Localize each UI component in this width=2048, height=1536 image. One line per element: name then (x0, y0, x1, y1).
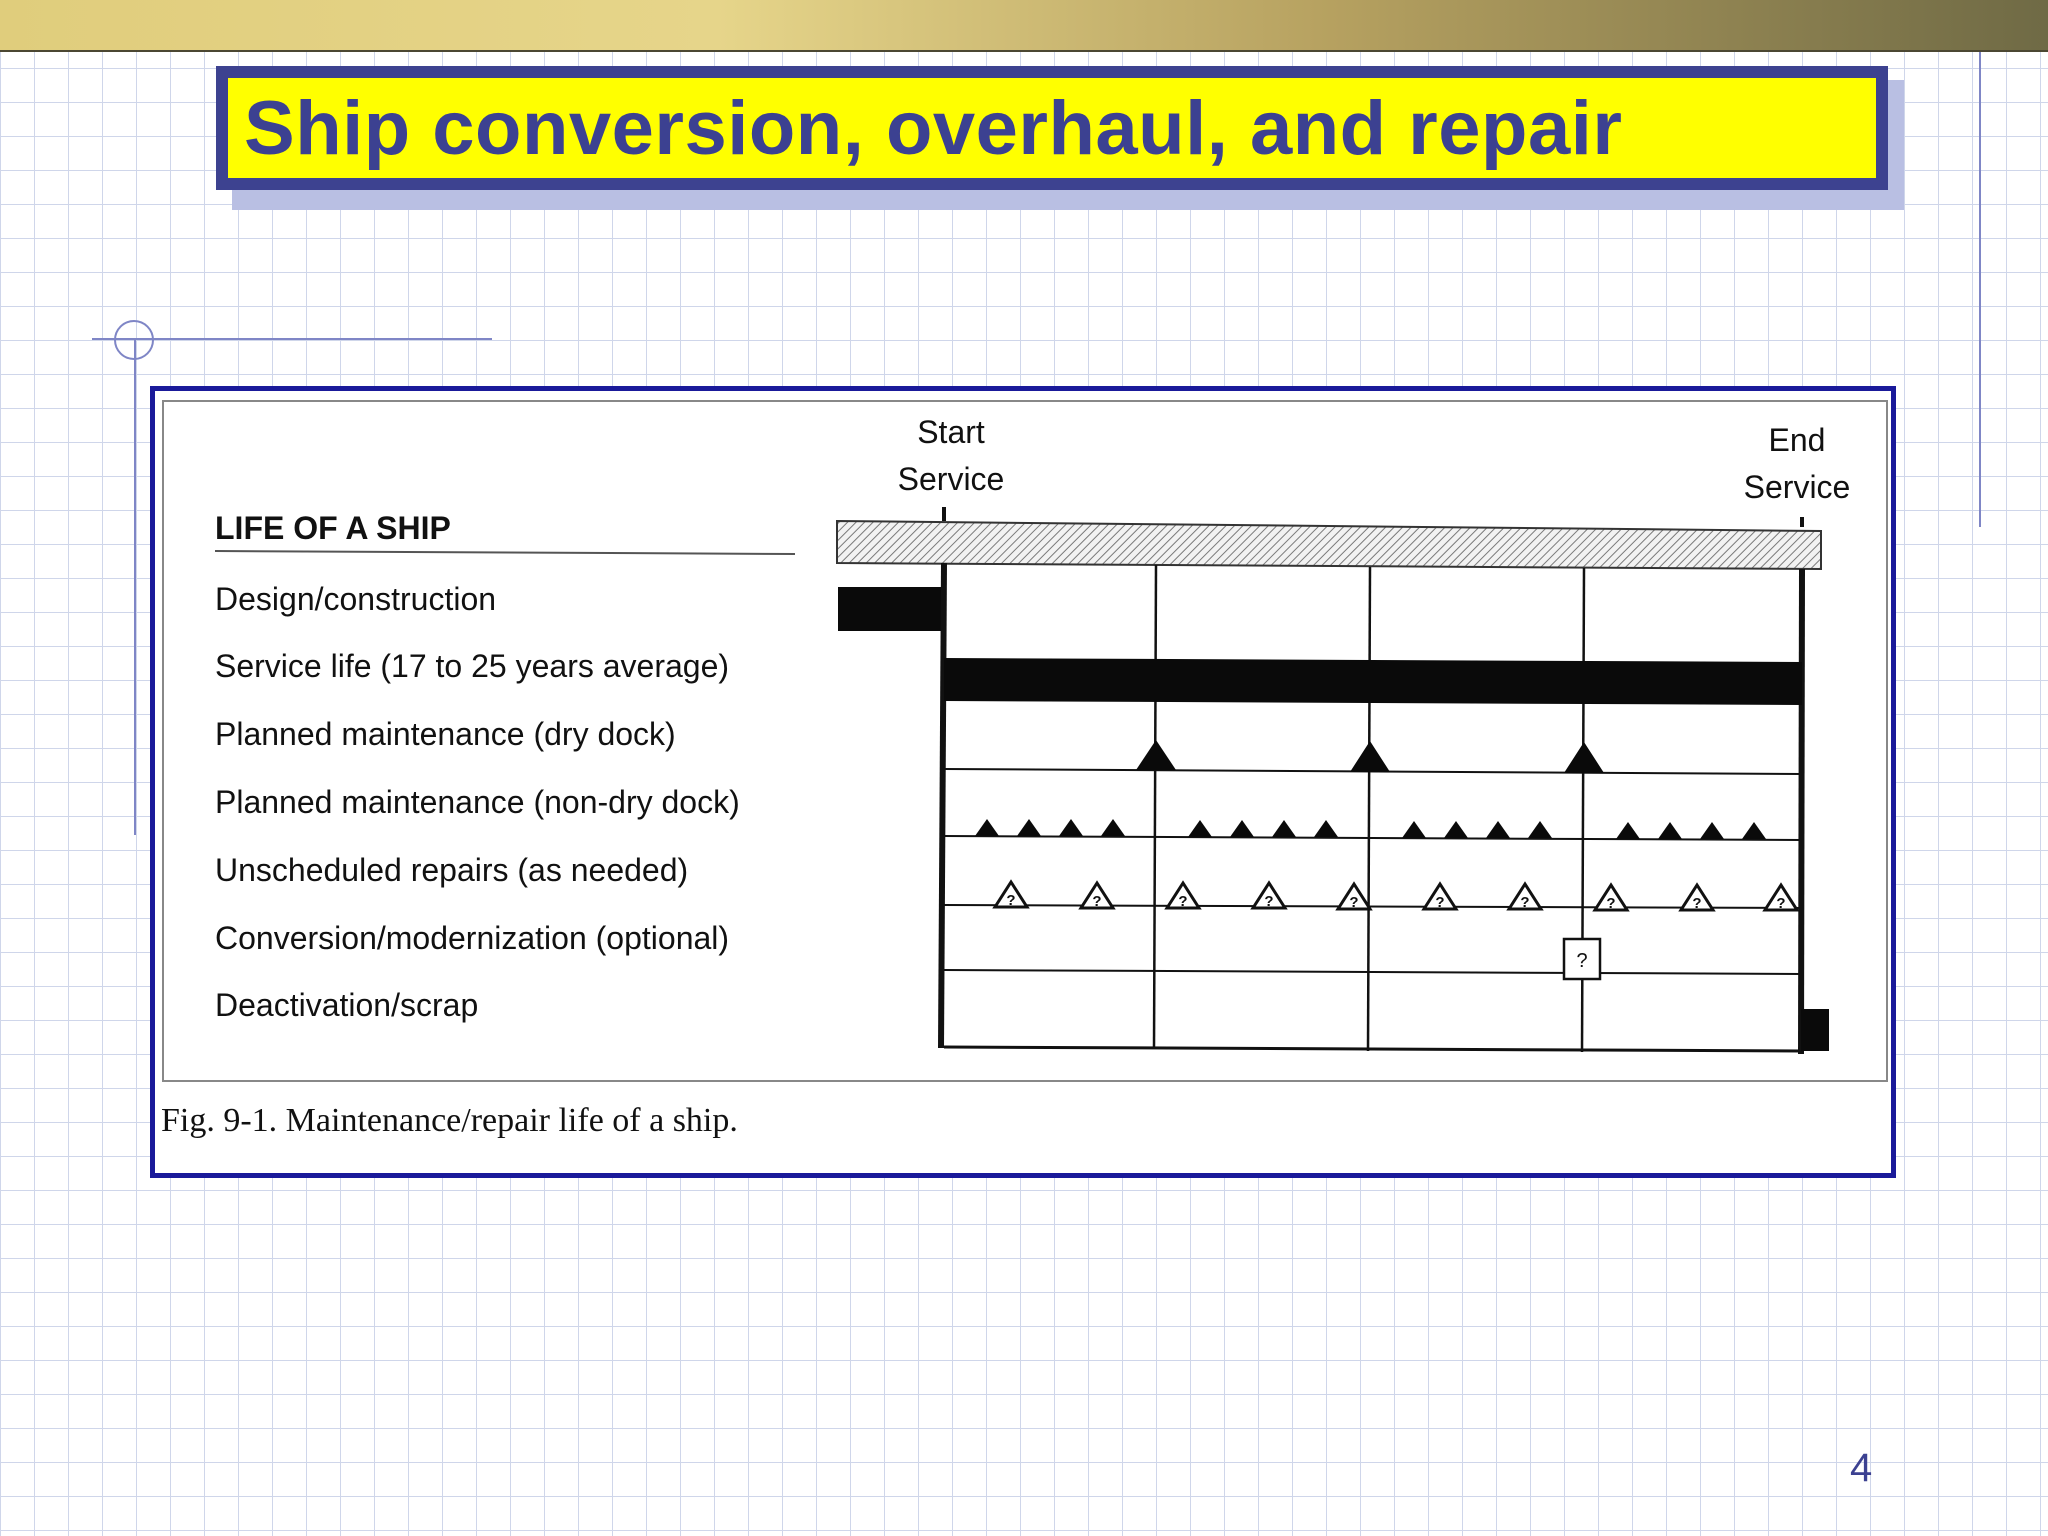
heading-underline (215, 551, 795, 554)
grid-line-2 (1368, 567, 1370, 1051)
end-label-line1: End (1768, 422, 1826, 458)
unscheduled-question-mark: ? (1006, 892, 1016, 909)
non-dry-dock-triangle (1444, 821, 1468, 838)
row-label-non-dry-dock: Planned maintenance (non-dry dock) (215, 784, 740, 820)
non-dry-dock-triangle (1658, 822, 1682, 839)
dry-dock-triangle (1136, 740, 1176, 770)
grid-line-start (941, 563, 944, 1048)
non-dry-dock-triangle (1486, 821, 1510, 838)
row-label-design: Design/construction (215, 581, 497, 617)
grid-row-line-4 (944, 905, 1802, 908)
grid-line-end (1801, 569, 1802, 1054)
row-label-deactivation: Deactivation/scrap (215, 987, 479, 1023)
unscheduled-question-mark: ? (1606, 895, 1616, 912)
unscheduled-question-mark: ? (1692, 895, 1702, 912)
non-dry-dock-triangle (1188, 820, 1212, 837)
unscheduled-question-mark: ? (1264, 893, 1274, 910)
unscheduled-question-mark: ? (1435, 894, 1445, 911)
figure-frame (150, 386, 1896, 1178)
ship-life-diagram (155, 391, 1891, 1173)
dry-dock-triangle (1350, 741, 1390, 772)
slide-title: Ship conversion, overhaul, and repair (244, 85, 1623, 171)
conversion-question-mark: ? (1576, 950, 1588, 972)
non-dry-dock-triangle (1314, 820, 1338, 837)
non-dry-dock-triangle (975, 819, 999, 836)
grid-line-1 (1154, 565, 1156, 1049)
non-dry-dock-triangle (1272, 820, 1296, 837)
unscheduled-question-mark: ? (1776, 895, 1786, 912)
title-inner (228, 78, 1876, 178)
unscheduled-question-mark: ? (1520, 894, 1530, 911)
unscheduled-question-mark: ? (1349, 894, 1359, 911)
non-dry-dock-triangle (1017, 819, 1041, 836)
row-label-conversion: Conversion/modernization (optional) (215, 920, 730, 956)
unscheduled-question-mark: ? (1178, 893, 1188, 910)
row-label-unscheduled: Unscheduled repairs (as needed) (215, 852, 689, 888)
grid-row-line-5 (944, 970, 1802, 974)
right-decorative-line (1979, 52, 1981, 527)
non-dry-dock-triangle (1742, 822, 1766, 839)
non-dry-dock-triangle (1230, 820, 1254, 837)
non-dry-dock-triangle (1059, 819, 1083, 836)
non-dry-dock-triangle (1101, 819, 1125, 836)
non-dry-dock-triangle (1616, 822, 1640, 839)
design-construction-bar (838, 587, 944, 631)
left-decorative-line (134, 340, 136, 835)
hatched-timeline-bar (837, 521, 1821, 569)
title-box (216, 66, 1888, 190)
grid-row-line-6 (944, 1047, 1802, 1051)
start-label-line2: Service (897, 461, 1005, 497)
end-label-line2: Service (1743, 469, 1851, 505)
service-life-bar (944, 658, 1802, 705)
page-number: 4 (1850, 1446, 1873, 1490)
start-label-line1: Start (917, 414, 985, 450)
dry-dock-markers (1136, 740, 1604, 773)
row-label-dry-dock: Planned maintenance (dry dock) (215, 716, 676, 752)
top-decorative-bar (0, 0, 2048, 52)
figure-caption: Fig. 9-1. Maintenance/repair life of a ship. (161, 1102, 738, 1139)
unscheduled-question-mark: ? (1092, 893, 1102, 910)
dry-dock-triangle (1564, 742, 1604, 773)
non-dry-dock-triangle (1700, 822, 1724, 839)
life-of-a-ship-heading: LIFE OF A SHIP (215, 510, 451, 546)
non-dry-dock-triangle (1528, 821, 1552, 838)
non-dry-dock-triangle (1402, 821, 1426, 838)
deactivation-block (1801, 1009, 1829, 1051)
row-label-service-life: Service life (17 to 25 years average) (215, 648, 730, 684)
crosshair-circle (114, 320, 154, 360)
